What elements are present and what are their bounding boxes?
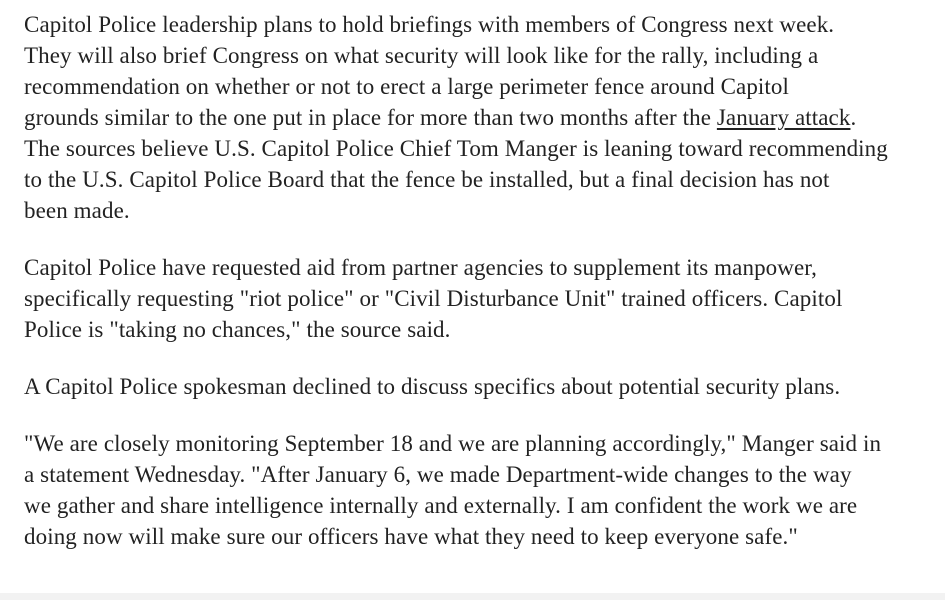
paragraph-line: to the U.S. Capitol Police Board that the fence be installed, but a final decision has not [24,167,830,192]
january-attack-link[interactable]: January attack [716,105,851,130]
paragraph-line: A Capitol Police spokesman declined to discuss specifics about potential security plans. [24,374,841,399]
paragraph-line: The sources believe U.S. Capitol Police Chief Tom Manger is leaning toward recommending [24,136,888,161]
paragraph-line: been made. [24,198,130,223]
paragraph-line: "We are closely monitoring September 18 and we are planning accordingly," Manger said in [24,431,882,456]
link-line-post-text: . [850,105,857,130]
paragraph-line [24,102,921,133]
paragraph [24,428,921,552]
paragraph-line: They will also brief Congress on what security will look like for the rally, including a [24,43,819,68]
paragraph-line: specifically requesting "riot police" or "Civil Disturbance Unit" trained officers. Capitol [24,286,843,311]
paragraph-line: we gather and share intelligence internally and externally. I am confident the work we are [24,493,858,518]
paragraph-line: Police is "taking no chances," the source said. [24,317,451,342]
paragraph-line: a statement Wednesday. "After January 6, we made Department-wide changes to the way [24,462,852,487]
paragraph-line: doing now will make sure our officers have what they need to keep everyone safe." [24,524,798,549]
page-bottom-divider [0,593,945,600]
paragraph-line: Capitol Police leadership plans to hold briefings with members of Congress next week. [24,12,835,37]
paragraph [24,371,921,402]
link-line-pre-text: grounds similar to the one put in place for more than two months after the [24,105,717,130]
paragraph [24,9,921,226]
paragraph-line: Capitol Police have requested aid from partner agencies to supplement its manpower, [24,255,817,280]
paragraph [24,252,921,345]
paragraph-line: recommendation on whether or not to erect a large perimeter fence around Capitol [24,74,789,99]
